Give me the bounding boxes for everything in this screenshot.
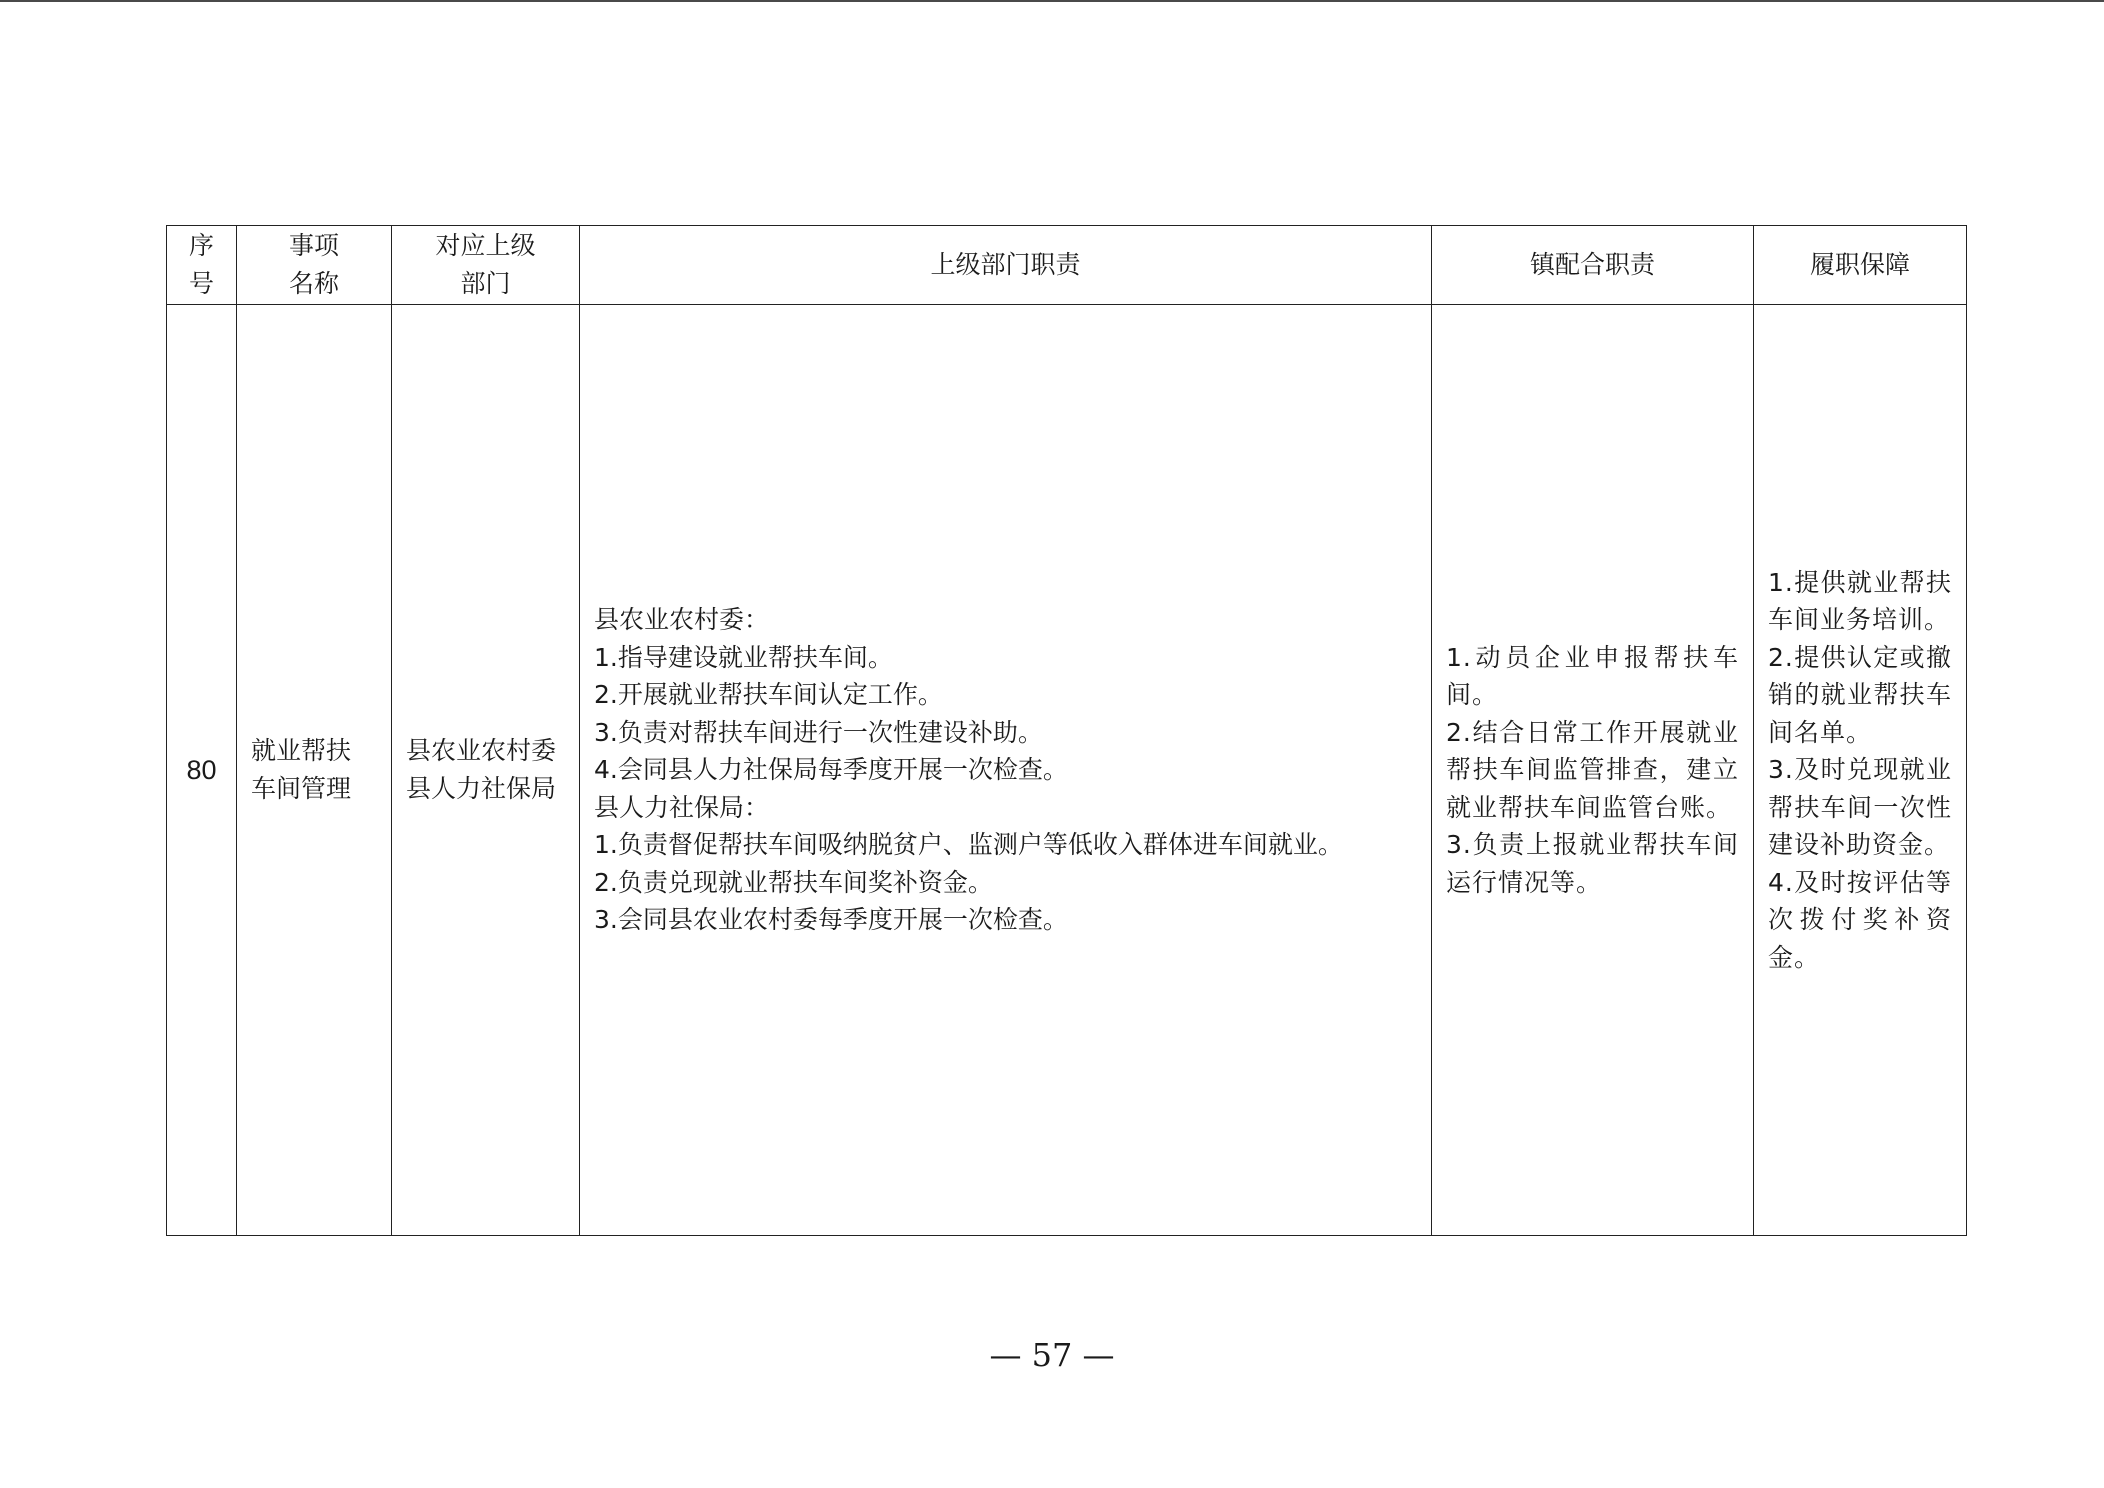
cell-upper-duties: [580, 305, 1432, 1236]
list-item: 2.提供认定或撤销的就业帮扶车间名单。: [1768, 642, 1952, 747]
header-upper-dept: 对应上级 部门: [392, 226, 580, 305]
list-item: 3.负责上报就业帮扶车间运行情况等。: [1446, 830, 1739, 897]
list-item: 4.会同县人力社保局每季度开展一次检查。: [594, 755, 1068, 785]
header-seq: 序 号: [167, 226, 237, 305]
list-item: 4.及时按评估等次拨付奖补资金。: [1768, 867, 1952, 972]
list-item: 1.动员企业申报帮扶车间。: [1446, 642, 1739, 710]
top-border-rule: [0, 0, 2104, 2]
list-item: 3.及时兑现就业帮扶车间一次性建设补助资金。: [1768, 755, 1952, 860]
list-item: 县人力社保局：: [594, 792, 770, 822]
header-item-name: 事项 名称: [237, 226, 392, 305]
page-number: — 57 —: [989, 1336, 1115, 1374]
list-item: 2.结合日常工作开展就业帮扶车间监管排查，建立就业帮扶车间监管台账。: [1446, 717, 1739, 822]
cell-item-name: 就业帮扶 车间管理: [237, 305, 392, 1236]
table-row: [167, 305, 1967, 1236]
table-header-row: [167, 226, 1967, 305]
list-item: 县农业农村委：: [594, 605, 770, 635]
upper-duties-list: [594, 601, 1417, 939]
town-duties-list: [1446, 639, 1739, 902]
cell-town-duties: [1432, 305, 1754, 1236]
guarantee-list: [1768, 564, 1952, 977]
header-town-duties: 镇配合职责: [1432, 226, 1754, 305]
cell-seq: 80: [167, 305, 237, 1236]
header-guarantee: 履职保障: [1754, 226, 1967, 305]
duty-table: [166, 225, 1967, 1236]
list-item: 2.开展就业帮扶车间认定工作。: [594, 680, 943, 710]
list-item: 1.指导建设就业帮扶车间。: [594, 642, 893, 672]
cell-upper-dept: 县农业农村委 县人力社保局: [392, 305, 580, 1236]
list-item: 3.会同县农业农村委每季度开展一次检查。: [594, 905, 1068, 935]
list-item: 3.负责对帮扶车间进行一次性建设补助。: [594, 717, 1043, 747]
list-item: 1.提供就业帮扶车间业务培训。: [1768, 567, 1952, 635]
cell-guarantee: [1754, 305, 1967, 1236]
list-item: 1.负责督促帮扶车间吸纳脱贫户、监测户等低收入群体进车间就业。: [594, 830, 1343, 860]
list-item: 2.负责兑现就业帮扶车间奖补资金。: [594, 867, 993, 897]
header-upper-duties: 上级部门职责: [580, 226, 1432, 305]
